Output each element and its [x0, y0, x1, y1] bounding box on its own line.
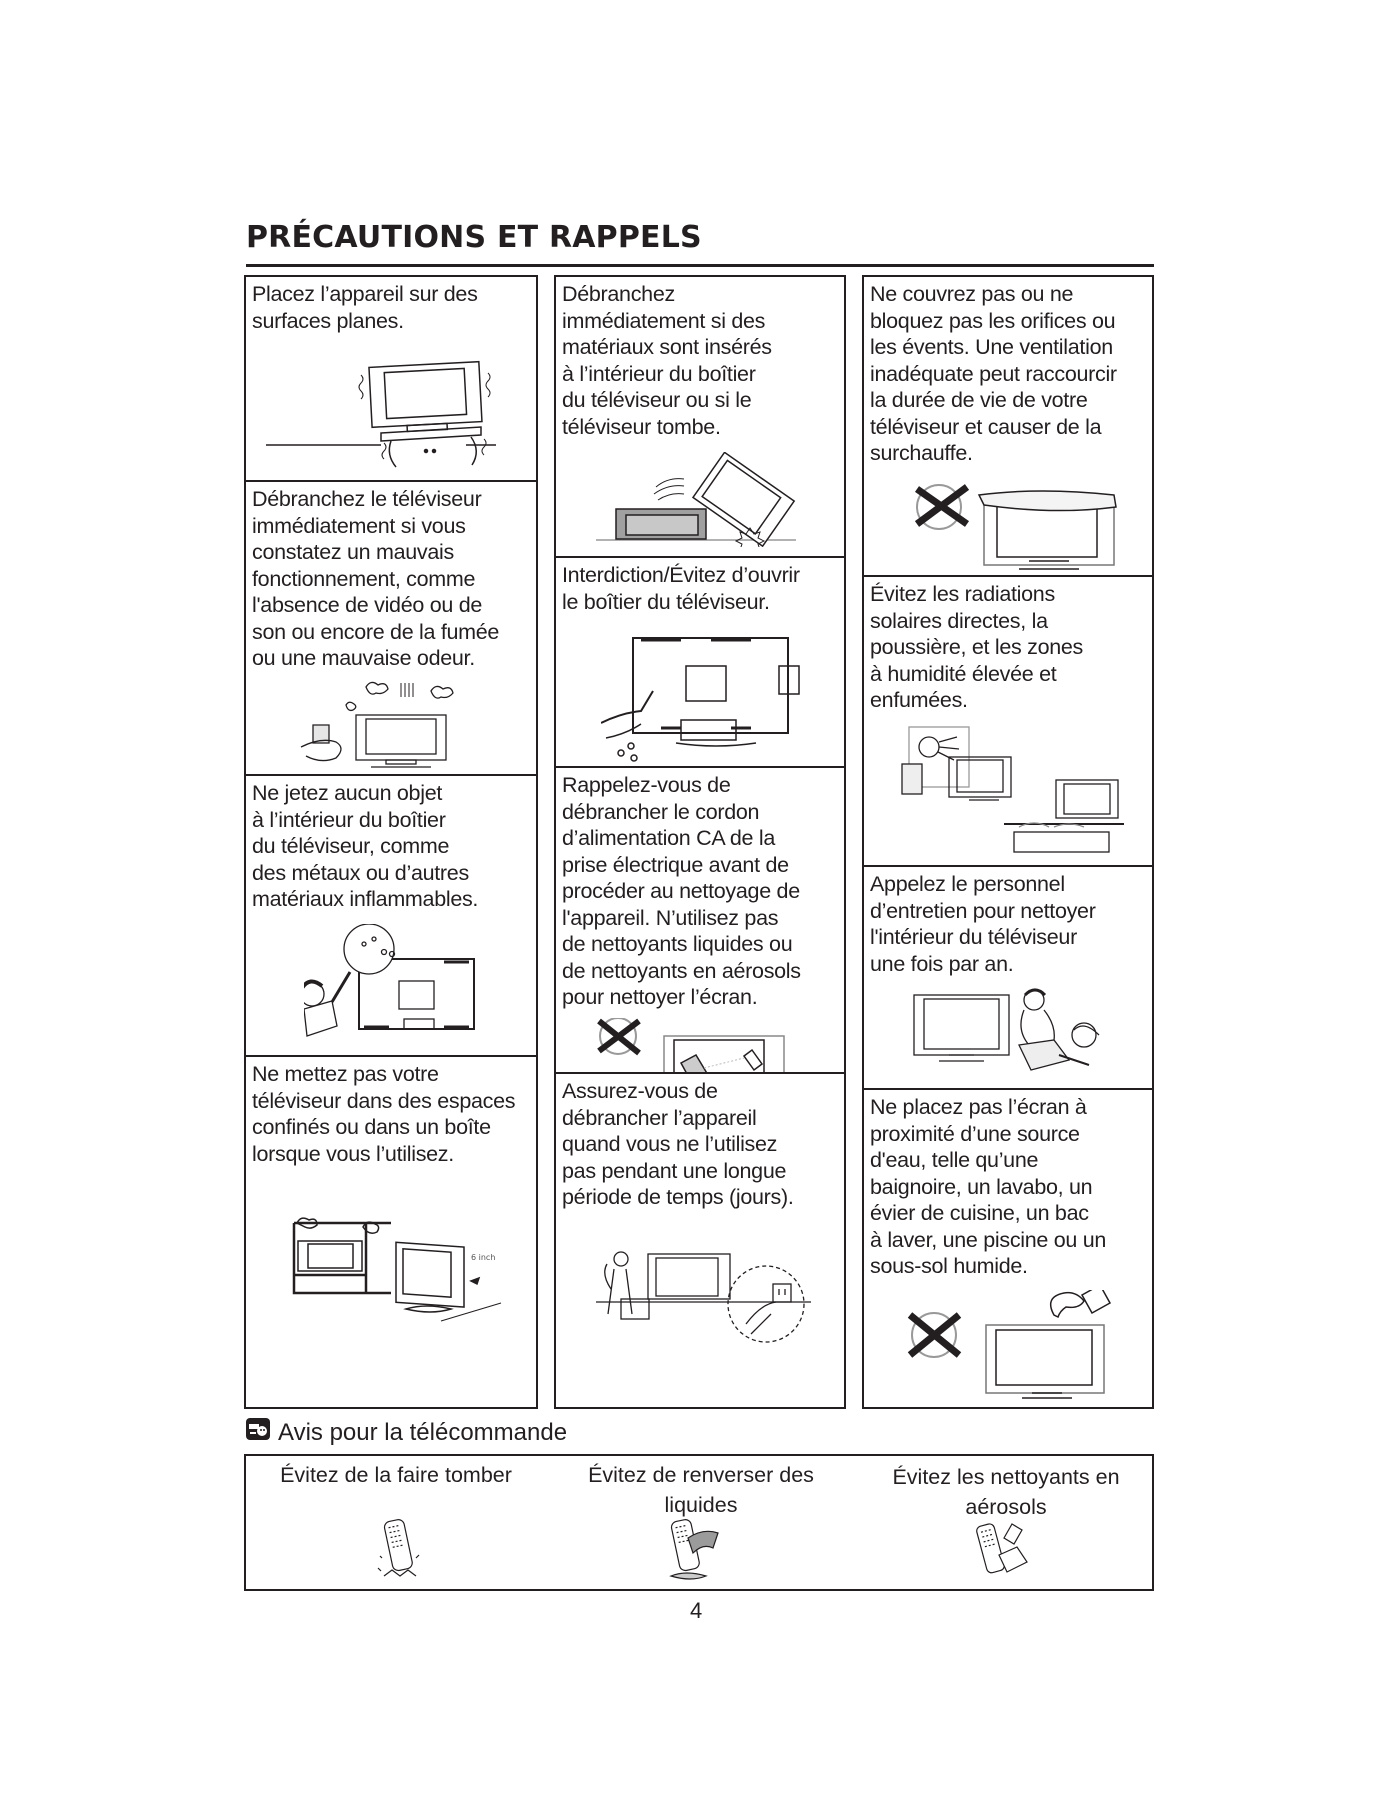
precaution-text: Ne placez pas l’écran à proximité d’une source d'eau, telle qu’une baignoire, un lavabo, un évier de cuisine, un bac à laver, une piscine ou un sous-sol humide.	[870, 1095, 1107, 1278]
precaution-cell	[556, 277, 844, 558]
precaution-text: Placez l’appareil sur des surfaces planes.	[252, 282, 478, 333]
tv-unstable-stand-illustration	[266, 355, 496, 470]
remote-tip	[246, 1460, 546, 1490]
remote-notice-box	[244, 1454, 1154, 1591]
precaution-cell	[556, 768, 844, 1074]
distance-label: 6 inch	[471, 1253, 496, 1262]
precaution-text: Assurez-vous de débrancher l’appareil quand vous ne l’utilisez pas pendant une longue période de temps (jours).	[562, 1079, 794, 1209]
page-title: PRÉCAUTIONS ET RAPPELS	[246, 220, 702, 255]
no-cover-tv-illustration	[909, 477, 1129, 573]
remote-tip-text: Évitez les nettoyants en aérosols	[892, 1465, 1120, 1519]
sun-and-kitchen-illustration	[894, 722, 1124, 857]
remote-notice-heading	[246, 1418, 567, 1447]
precaution-cell	[246, 1057, 536, 1407]
precaution-cell	[864, 277, 1152, 577]
precaution-cell	[556, 558, 844, 768]
remote-tip-text: Évitez de renverser des liquides	[588, 1463, 814, 1517]
technician-service-illustration	[909, 985, 1119, 1075]
traveler-unplug-illustration	[596, 1244, 821, 1364]
remote-aerosol-illustration	[974, 1520, 1034, 1580]
tv-confined-space-illustration	[291, 1213, 511, 1323]
precaution-text: Ne mettez pas votre téléviseur dans des espaces confinés ou dans un boîte lorsque vous l’utilisez.	[252, 1062, 516, 1166]
remote-dropped-illustration	[374, 1518, 424, 1583]
remote-liquid-illustration	[666, 1518, 721, 1583]
precaution-text: Évitez les radiations solaires directes, la poussière, et les zones à humidité élevée et enfumées.	[870, 582, 1084, 712]
precaution-cell	[864, 577, 1152, 867]
title-rule	[246, 264, 1154, 267]
tv-smoke-unplug-illustration	[291, 677, 491, 772]
precaution-text: Appelez le personnel d’entretien pour nettoyer l'intérieur du téléviseur une fois par an.	[870, 872, 1096, 976]
tv-falling-illustration	[596, 452, 806, 547]
precautions-column-1	[244, 275, 538, 1409]
precautions-column-2	[554, 275, 846, 1409]
precaution-cell	[246, 776, 536, 1057]
page-number: 4	[690, 1598, 703, 1623]
precautions-column-3	[862, 275, 1154, 1409]
precaution-cell	[246, 277, 536, 482]
precaution-text: Ne couvrez pas ou ne bloquez pas les orifices ou les évents. Une ventilation inadéquate peut raccourcir la durée de vie de votre téléviseur et causer de la surchauffe.	[870, 282, 1117, 465]
remote-notice-title: Avis pour la télécommande	[278, 1418, 568, 1446]
precaution-cell	[864, 867, 1152, 1090]
remote-tip	[551, 1460, 851, 1520]
no-water-tv-illustration	[904, 1290, 1129, 1400]
child-throwing-objects-illustration	[304, 924, 484, 1044]
remote-notice-icon	[246, 1418, 270, 1447]
precaution-text: Débranchez immédiatement si des matériaux sont insérés à l’intérieur du boîtier du téléviseur ou si le téléviseur tombe.	[562, 282, 772, 439]
precaution-cell	[246, 482, 536, 776]
remote-tip-text: Évitez de la faire tomber	[280, 1463, 512, 1487]
precaution-text: Débranchez le téléviseur immédiatement si vous constatez un mauvais fonctionnement, comme l'absence de vidéo ou de son ou encore de la fumée ou une mauvaise odeur.	[252, 487, 500, 670]
no-spray-cleaning-illustration	[596, 1018, 811, 1074]
remote-tip	[856, 1462, 1156, 1522]
precaution-cell	[556, 1074, 844, 1407]
precaution-cell	[864, 1090, 1152, 1407]
tv-back-screwdriver-illustration	[601, 628, 816, 763]
precaution-text: Ne jetez aucun objet à l’intérieur du boîtier du téléviseur, comme des métaux ou d’autres matériaux inflammables.	[252, 781, 479, 911]
precaution-text: Interdiction/Évitez d’ouvrir le boîtier du téléviseur.	[562, 563, 800, 614]
precaution-text: Rappelez-vous de débrancher le cordon d’alimentation CA de la prise électrique avant de procéder au nettoyage de l'appareil. N’utilisez pas de nettoyants liquides ou de nettoyants en aérosols pour nettoyer l’écran.	[562, 773, 801, 1009]
